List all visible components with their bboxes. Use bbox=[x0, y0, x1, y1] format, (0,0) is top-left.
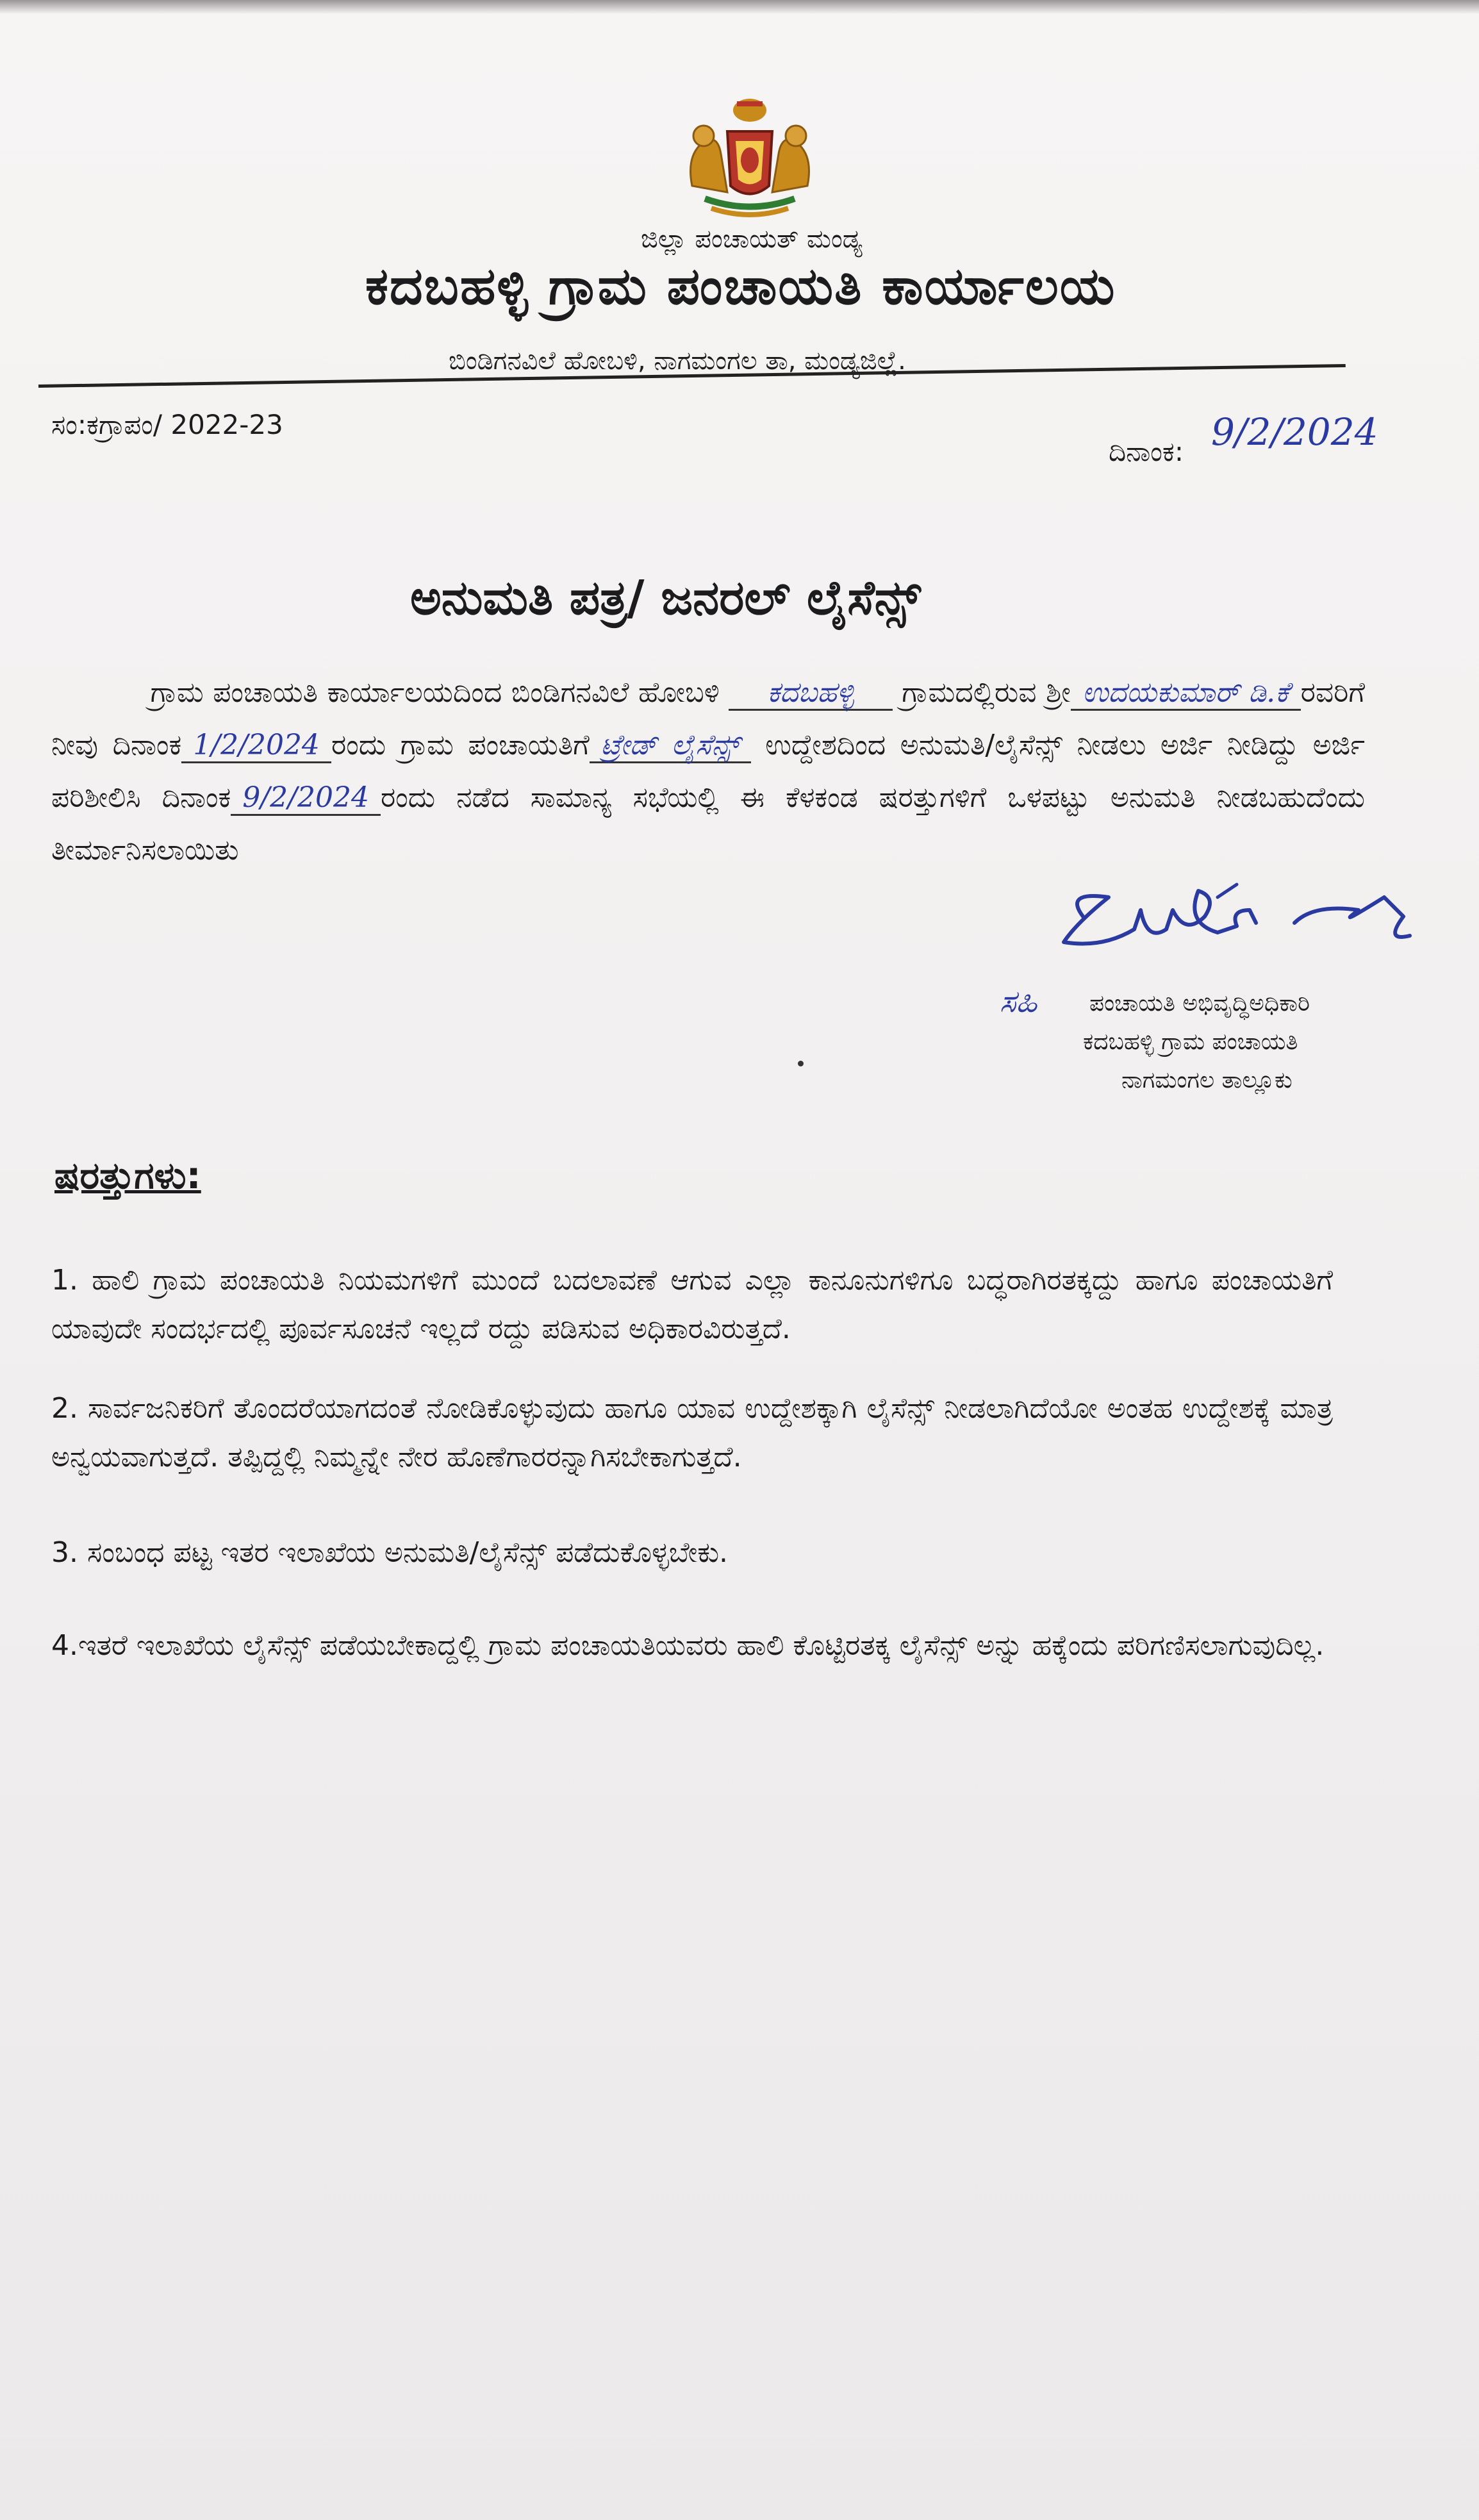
date-label: ದಿನಾಂಕ: bbox=[1109, 436, 1184, 467]
document-title: ಅನುಮತಿ ಪತ್ರ/ ಜನರಲ್ ಲೈಸೆನ್ಸ್ bbox=[410, 570, 921, 626]
condition-item: 2. ಸಾರ್ವಜನಿಕರಿಗೆ ತೊಂದರೆಯಾಗದಂತೆ ನೋಡಿಕೊಳ್ಳುವುದು ಹಾಗೂ ಯಾವ ಉದ್ದೇಶಕ್ಕಾಗಿ ಲೈಸೆನ್ಸ್ ನೀಡಲಾಗಿದೆಯೋ ಅಂತಹ ಉದ್ದೇಶಕ್ಕೆ ಮಾತ್ರ ಅನ್ವಯವಾಗುತ್ತದೆ. ತಪ್ಪಿದ್ದಲ್ಲಿ ನಿಮ್ಮನ್ನೇ ನೇರ ಹೊಣೆಗಾರರನ್ನಾಗಿಸಬೇಕಾಗುತ್ತದೆ. bbox=[51, 1392, 1333, 1473]
meeting-date: 9/2/2024 bbox=[231, 781, 381, 816]
signatory-office: ಕದಬಹಳ್ಳಿ ಗ್ರಾಮ ಪಂಚಾಯತಿ bbox=[1083, 1029, 1298, 1055]
body-text-3: ರವರಿಗೆ ನೀವು ದಿನಾಂಕ bbox=[51, 676, 1365, 761]
date-value: 9/2/2024 bbox=[1211, 410, 1378, 454]
paper-top-shadow bbox=[0, 0, 1479, 14]
reference-number: ಸಂ:ಕಗ್ರಾಪಂ/ 2022-23 bbox=[51, 409, 283, 440]
body-text-6: ರಂದು ನಡೆದ ಸಾಮಾನ್ಯ ಸಭೆಯಲ್ಲಿ ಈ ಕೆಳಕಂಡ ಷರತ್ತುಗಳಿಗೆ ಒಳಪಟ್ಟು ಅನುಮತಿ ನೀಡಬಹುದೆಂದು ತೀರ್ಮಾನಿಸಲಾಯಿತು bbox=[51, 781, 1365, 866]
salutation-prefix: ಶ್ರೀ bbox=[1046, 676, 1071, 709]
office-title: ಕದಬಹಳ್ಳಿ ಗ್ರಾಮ ಪಂಚಾಯತಿ ಕಾರ್ಯಾಲಯ bbox=[365, 256, 1116, 316]
condition-item: 4.ಇತರೆ ಇಲಾಖೆಯ ಲೈಸೆನ್ಸ್ ಪಡೆಯಬೇಕಾದ್ದಲ್ಲಿ ಗ್ರಾಮ ಪಂಚಾಯತಿಯವರು ಹಾಲಿ ಕೊಟ್ಟಿರತಕ್ಕ ಲೈಸೆನ್ಸ್ ಅನ್ನು ಹಕ್ಕೆಂದು ಪರಿಗಣಿಸಲಾಗುವುದಿಲ್ಲ. bbox=[51, 1629, 1325, 1662]
conditions-heading: ಷರತ್ತುಗಳು: bbox=[54, 1154, 201, 1197]
body-text-4: ರಂದು ಗ್ರಾಮ ಪಂಚಾಯತಿಗೆ bbox=[331, 729, 590, 761]
license-purpose: ಟ್ರೇಡ್ ಲೈಸೆನ್ಸ್ bbox=[590, 729, 751, 763]
body-text-5: ಉದ್ದೇಶದಿಂದ ಅನುಮತಿ/ಲೈಸೆನ್ಸ್ ನೀಡಲು ಅರ್ಜಿ ನೀಡಿದ್ದು ಅರ್ಜಿ ಪರಿಶೀಲಿಸಿ ದಿನಾಂಕ bbox=[51, 729, 1365, 814]
village-name: ಕದಬಹಳ್ಳಿ bbox=[729, 676, 892, 711]
ink-dot bbox=[798, 1061, 804, 1066]
office-address: ಬಿಂಡಿಗನವಿಲೆ ಹೋಬಳಿ, ನಾಗಮಂಗಲ ತಾ, ಮಂಡ್ಯಜಿಲ್ಲೆ. bbox=[449, 346, 906, 376]
condition-item: 1. ಹಾಲಿ ಗ್ರಾಮ ಪಂಚಾಯತಿ ನಿಯಮಗಳಿಗೆ ಮುಂದೆ ಬದಲಾವಣೆ ಆಗುವ ಎಲ್ಲಾ ಕಾನೂನುಗಳಿಗೂ ಬದ್ಧರಾಗಿರತಕ್ಕದ್ದು ಹಾಗೂ ಪಂಚಾಯತಿಗೆ ಯಾವುದೇ ಸಂದರ್ಭದಲ್ಲಿ ಪೂರ್ವಸೂಚನೆ ಇಲ್ಲದೆ ರದ್ದು ಪಡಿಸುವ ಅಧಿಕಾರವಿರುತ್ತದೆ. bbox=[51, 1264, 1333, 1345]
body-text-2: ಗ್ರಾಮದಲ್ಲಿರುವ bbox=[902, 676, 1037, 709]
signatory-taluk: ನಾಗಮಂಗಲ ತಾಲ್ಲೂಕು bbox=[1121, 1067, 1293, 1093]
zilla-panchayat-line: ಜಿಲ್ಲಾ ಪಂಚಾಯತ್ ಮಂಡ್ಯ bbox=[641, 224, 863, 254]
body-text-1: ಗ್ರಾಮ ಪಂಚಾಯತಿ ಕಾರ್ಯಾಲಯದಿಂದ ಬಿಂಡಿಗನವಿಲೆ ಹೋಬಳಿ bbox=[150, 676, 720, 709]
condition-item: 3. ಸಂಬಂಧ ಪಟ್ಟ ಇತರ ಇಲಾಖೆಯ ಅನುಮತಿ/ಲೈಸೆನ್ಸ್ ಪಡೆದುಕೊಳ್ಳಬೇಕು. bbox=[51, 1536, 729, 1569]
body-paragraph bbox=[51, 667, 1365, 877]
signature-initial: ಸಹಿ bbox=[1000, 984, 1037, 1020]
applicant-name: ಉದಯಕುಮಾರ್ ಡಿ.ಕೆ bbox=[1071, 676, 1301, 711]
application-date: 1/2/2024 bbox=[181, 729, 331, 763]
officer-signature bbox=[1025, 872, 1435, 1000]
signatory-designation: ಪಂಚಾಯತಿ ಅಭಿವೃದ್ಧಿಅಧಿಕಾರಿ bbox=[1089, 990, 1310, 1016]
karnataka-state-emblem-icon bbox=[666, 96, 833, 224]
